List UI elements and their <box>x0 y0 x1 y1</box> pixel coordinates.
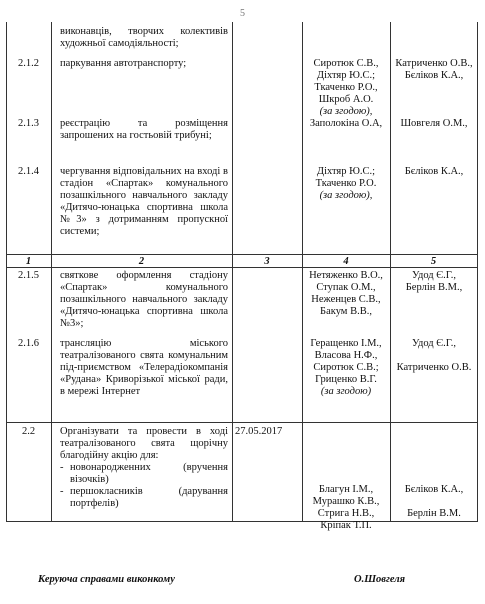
row-2-2-responsible: Благун І.М., Мурашко К.В., Стрига Н.В., Кріпак Т.П. <box>312 484 380 531</box>
row-2-1-6-responsible: Геращенко І.М., Власова Н.Ф., Сиротюк С.В.; Гриценко В.Г. (за згодою) <box>310 338 382 397</box>
footer-signatory-name: О.Шовгеля <box>354 574 406 585</box>
row-2-1-4-number: 2.1.4 <box>18 166 39 177</box>
row-2-1-2-supervisors: Катриченко О.В., Бєліков К.А., <box>395 58 473 81</box>
action-plan-table <box>6 22 478 531</box>
row-2-1-2-responsible: Сиротюк С.В., Діхтяр Ю.С.; Ткаченко Р.О., Шкроб А.О. (за згодою), <box>313 58 379 117</box>
row-2-1-4-description: чергування відповідальних на вході в стадіон «Спартак» комунального позашкільного навчального закладу «Дитячо-юнацька спортивна школа №3» з дотриманням пропускної системи; <box>60 166 228 237</box>
row-2-1-2-number: 2.1.2 <box>18 58 39 69</box>
row-2-2-supervisors: Бєліков К.А., Берлін В.М. <box>404 484 464 519</box>
row-2-1-5-number: 2.1.5 <box>18 270 39 281</box>
col-header-4: 4 <box>343 256 349 267</box>
row-2-1-3-number: 2.1.3 <box>18 118 39 129</box>
col-header-2: 2 <box>138 256 145 267</box>
row-2-1-3-responsible: Заполокіна О.А, <box>309 118 383 129</box>
row-2-2-item-first-graders: - першокласників (дарування портфелів) <box>60 486 228 509</box>
row-2-1-4-supervisors: Бєліков К.А., <box>404 166 464 177</box>
row-2-1-2-description: паркування автотранспорту; <box>60 58 187 69</box>
row-cont-description: виконавців, творчих колективів художньої самодіяльності; <box>60 26 228 49</box>
row-2-2-item-newborns: - новонародженних (вручення візочків) <box>60 462 228 485</box>
row-2-1-5-supervisors: Удод Є.Г., Берлін В.М., <box>405 270 463 293</box>
page-number: 5 <box>240 8 245 19</box>
row-2-1-6-number: 2.1.6 <box>18 338 39 349</box>
footer-position-title: Керуюча справами виконкому <box>38 574 175 585</box>
col-header-5: 5 <box>430 256 437 267</box>
row-2-2-description: Організувати та провести в ході театралізованого свята щорічну благодійну акцію для: - новонародженних (вручення візочків) - першокласників (дарування портфелів) <box>60 426 228 509</box>
col-header-1: 1 <box>25 256 32 267</box>
row-2-2-number: 2.2 <box>21 426 36 437</box>
row-2-1-3-supervisors: Шовгеля О.М., <box>400 118 468 129</box>
row-2-1-5-description: святкове оформлення стадіону «Спартак» комунального позашкільного навчального закладу «Дитячо-юнацька спортивна школа №3»; <box>60 270 228 329</box>
row-2-1-4-responsible: Діхтяр Ю.С.; Ткаченко Р.О. (за згодою), <box>315 166 377 201</box>
col-header-3: 3 <box>264 256 270 267</box>
row-2-2-date: 27.05.2017 <box>235 426 283 437</box>
row-2-1-6-supervisors: Удод Є.Г., Катриченко О.В. <box>396 338 472 373</box>
row-2-1-6-description: трансляцію міського театралізованого свята комунальним під-приємством «Телерадіокомпанія «Рудана» Криворізької міської ради, в мережі Інтернет <box>60 338 228 397</box>
row-2-1-5-responsible: Нетяженко В.О., Ступак О.М., Неженцев С.В., Бакум В.В., <box>309 270 383 317</box>
row-2-1-3-description: реєстрацію та розміщення запрошених на гостьовій трибуні; <box>60 118 228 141</box>
